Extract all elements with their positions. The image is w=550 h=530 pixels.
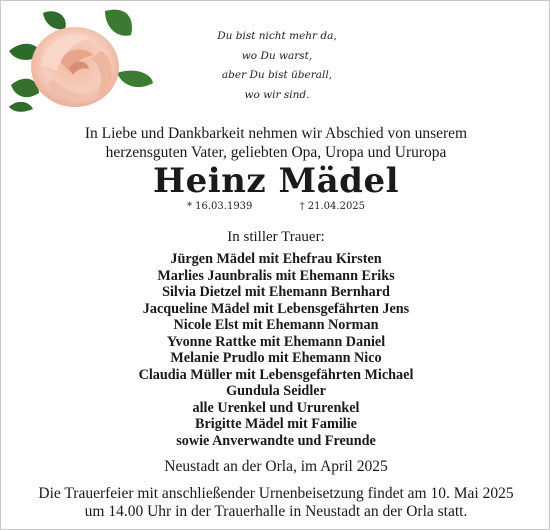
- mourner-line: Melanie Prudlo mit Ehemann Nico: [170, 350, 382, 366]
- poem-line: wo wir sind.: [244, 88, 310, 101]
- mourner-line: Jacqueline Mädel mit Lebensgefährten Jens: [142, 300, 410, 317]
- poem-line: aber Du bist überall,: [221, 69, 333, 82]
- mourners-list: [1, 251, 550, 449]
- mourner-line: Gundula Seidler: [226, 383, 326, 399]
- birth-date: * 16.03.1939: [186, 201, 253, 212]
- mourner-line: Silvia Dietzel mit Ehemann Bernhard: [162, 284, 390, 300]
- deceased-name: Heinz Mädel: [152, 161, 400, 201]
- poem-line: wo Du warst,: [241, 49, 313, 62]
- ceremony-line: Die Trauerfeier mit anschließender Urnenbeisetzung findet am 10. Mai 2025: [38, 485, 514, 502]
- place-date: Neustadt an der Orla, im April 2025: [164, 458, 388, 475]
- intro-text: [1, 124, 550, 162]
- mourner-line: Claudia Müller mit Lebensgefährten Michael: [138, 366, 414, 383]
- mourner-line: Yvonne Rattke mit Ehemann Daniel: [166, 333, 386, 350]
- ceremony-info: [1, 485, 550, 521]
- ceremony-line: um 14.00 Uhr in der Trauerhalle in Neustadt an der Orla statt.: [84, 503, 468, 520]
- poem-line: Du bist nicht mehr da,: [217, 30, 337, 42]
- poem: [187, 27, 367, 105]
- intro-line: In Liebe und Dankbarkeit nehmen wir Abschied von unserem: [84, 125, 468, 142]
- death-date: † 21.04.2025: [299, 201, 366, 212]
- mourner-line: Nicole Elst mit Ehemann Norman: [173, 317, 379, 333]
- rose-image: [5, 5, 155, 115]
- mourner-line: Brigitte Mädel mit Familie: [195, 416, 357, 432]
- mourner-line: Marlies Jaunbralis mit Ehemann Eriks: [157, 267, 395, 284]
- mourner-line: alle Urenkel und Ururenkel: [192, 399, 360, 416]
- intro-line: herzensguten Vater, geliebten Opa, Uropa und Ururopa: [105, 144, 447, 161]
- mourner-line: Jürgen Mädel mit Ehefrau Kirsten: [170, 251, 382, 267]
- mourning-label: In stiller Trauer:: [227, 229, 325, 245]
- mourner-line: sowie Anverwandte und Freunde: [176, 432, 376, 449]
- life-dates: [1, 201, 550, 212]
